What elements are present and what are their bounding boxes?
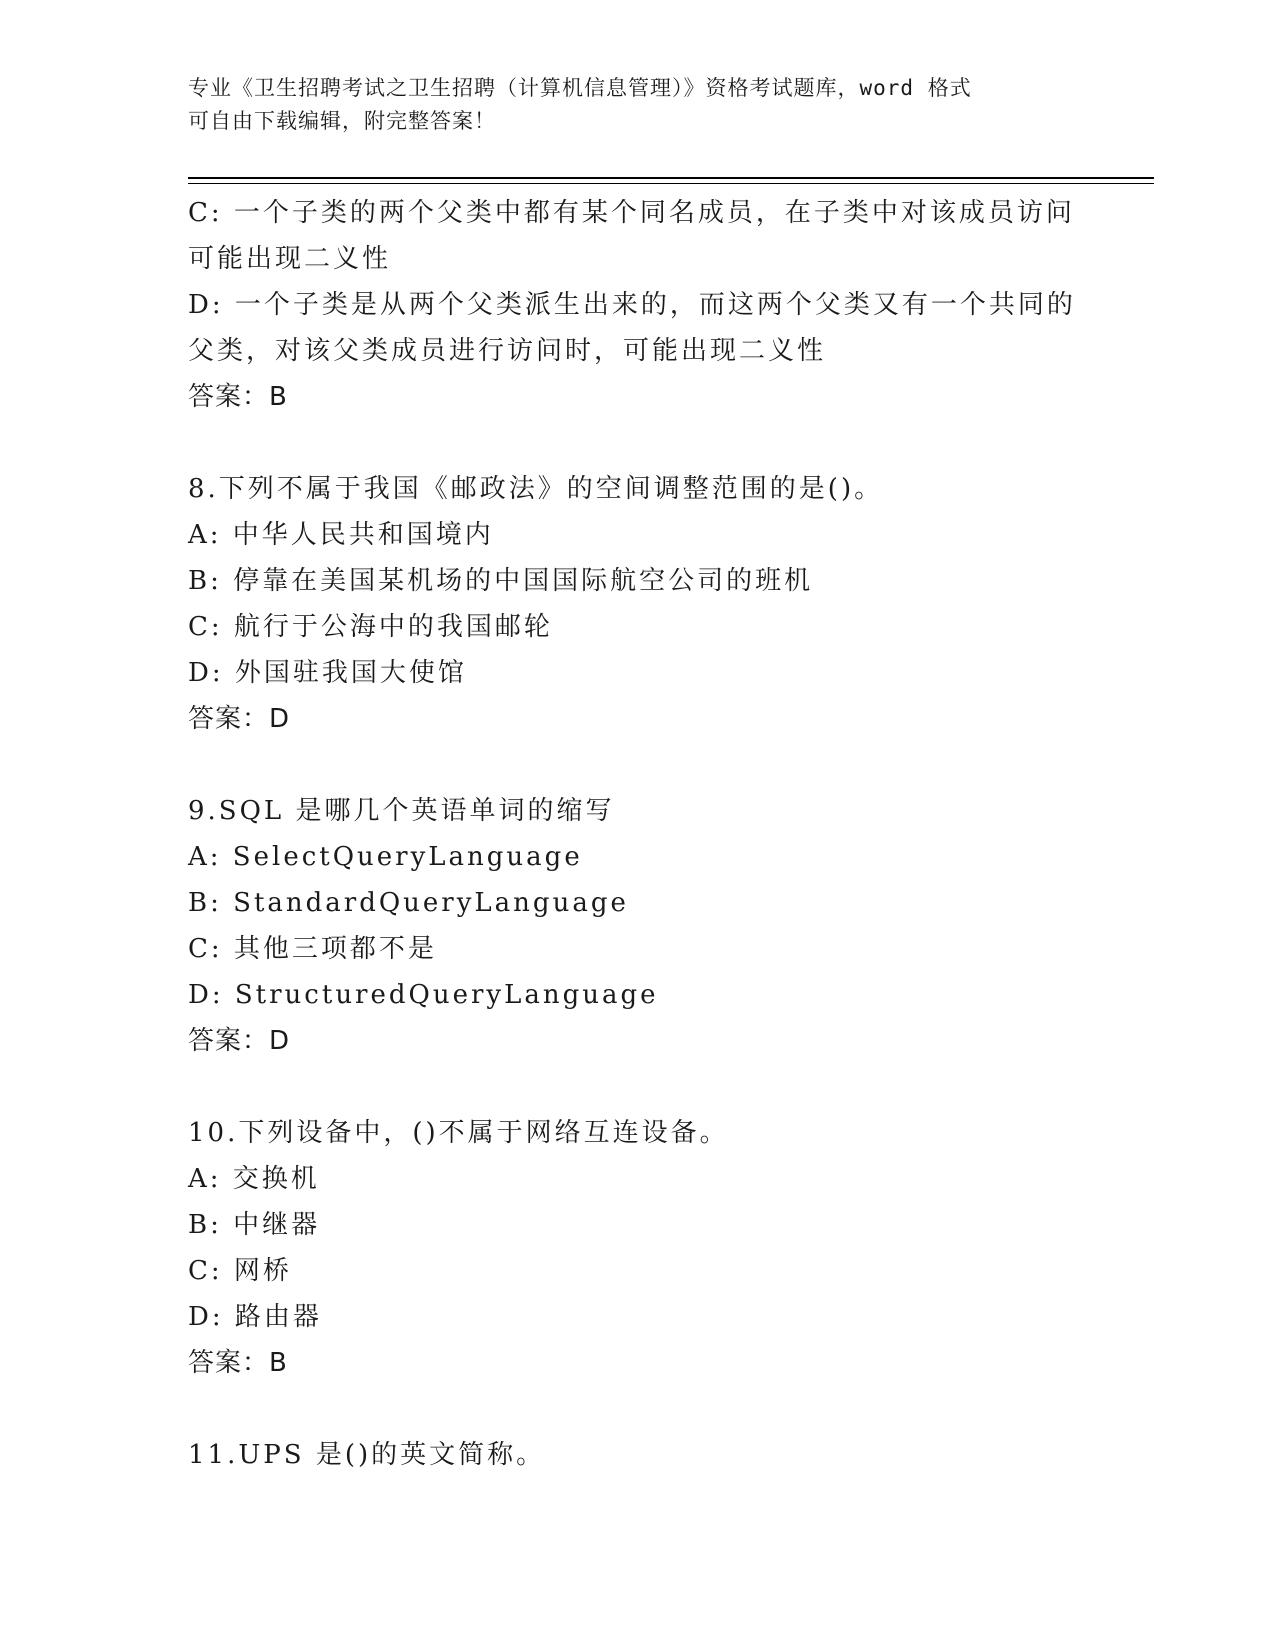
- question-11: [188, 1432, 1108, 1478]
- option-b: B: StandardQueryLanguage: [188, 888, 629, 918]
- option-b: B: 停靠在美国某机场的中国国际航空公司的班机: [188, 566, 814, 596]
- spacer: [188, 420, 1108, 466]
- option-c: C: 网桥: [188, 1256, 292, 1286]
- option-d: D: 外国驻我国大使馆: [188, 658, 467, 688]
- option-d: D: 路由器: [188, 1302, 322, 1332]
- header-line-1: 专业《卫生招聘考试之卫生招聘（计算机信息管理）》资格考试题库，word 格式: [188, 76, 972, 100]
- question-title: 9.SQL 是哪几个英语单词的缩写: [188, 796, 615, 826]
- option-c: C: 其他三项都不是: [188, 934, 437, 964]
- option-c-continued: 可能出现二义性: [188, 244, 392, 274]
- option-a: A: 中华人民共和国境内: [188, 520, 494, 550]
- option-b: B: 中继器: [188, 1210, 321, 1240]
- question-8: [188, 466, 1108, 742]
- header-line-2: 可自由下载编辑，附完整答案！: [188, 109, 496, 133]
- document-body: [188, 190, 1108, 1478]
- option-c: C: 航行于公海中的我国邮轮: [188, 612, 553, 642]
- answer: 答案：B: [188, 382, 288, 412]
- spacer: [188, 1386, 1108, 1432]
- question-10: [188, 1110, 1108, 1386]
- header-divider-thin: [188, 183, 1154, 184]
- option-a: A: SelectQueryLanguage: [188, 842, 583, 872]
- question-title: 10.下列设备中，()不属于网络互连设备。: [188, 1118, 729, 1148]
- answer: 答案：D: [188, 1026, 291, 1056]
- option-d: D: StructuredQueryLanguage: [188, 980, 659, 1010]
- question-9: [188, 788, 1108, 1064]
- spacer: [188, 1064, 1108, 1110]
- answer: 答案：B: [188, 1348, 288, 1378]
- spacer: [188, 742, 1108, 788]
- option-d: D: 一个子类是从两个父类派生出来的，而这两个父类又有一个共同的: [188, 290, 1076, 320]
- option-c: C: 一个子类的两个父类中都有某个同名成员，在子类中对该成员访问: [188, 198, 1075, 228]
- option-d-continued: 父类，对该父类成员进行访问时，可能出现二义性: [188, 336, 827, 366]
- header-divider-thick: [188, 177, 1154, 179]
- option-a: A: 交换机: [188, 1164, 320, 1194]
- question-7-continued: [188, 190, 1108, 420]
- document-header: [188, 72, 1068, 138]
- question-title: 8.下列不属于我国《邮政法》的空间调整范围的是()。: [188, 474, 884, 504]
- answer: 答案：D: [188, 704, 291, 734]
- question-title: 11.UPS 是()的英文简称。: [188, 1440, 546, 1470]
